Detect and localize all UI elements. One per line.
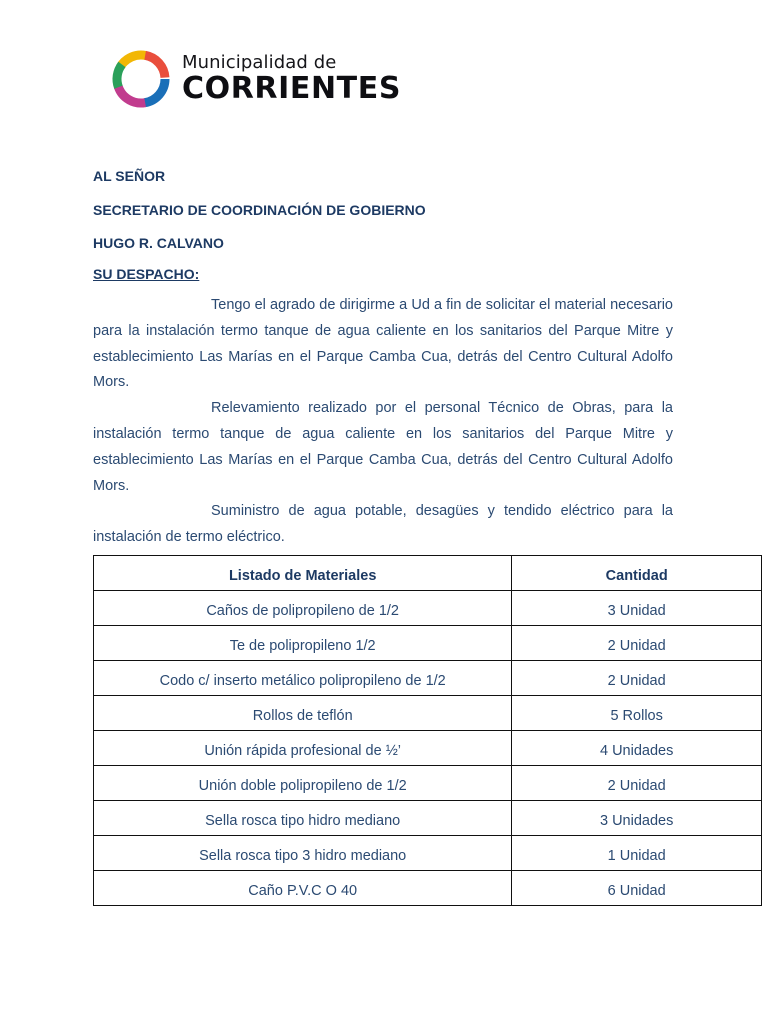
table-header-row [94,556,762,591]
salutation: AL SEÑOR [93,168,166,184]
logo-line-2: CORRIENTES [182,71,402,106]
quantity-cell: 3 Unidades [512,801,762,836]
quantity-cell: 1 Unidad [512,836,762,871]
table-row [94,696,762,731]
material-cell: Unión doble polipropileno de 1/2 [94,766,512,801]
recipient-title: SECRETARIO DE COORDINACIÓN DE GOBIERNO [93,202,426,218]
material-cell: Te de polipropileno 1/2 [94,626,512,661]
materials-table [93,555,762,906]
table-row [94,626,762,661]
recipient-name: HUGO R. CALVANO [93,235,224,251]
logo-line-1: Municipalidad de [182,52,337,73]
logo-wordmark [182,54,401,104]
material-cell: Unión rápida profesional de ½’ [94,731,512,766]
paragraph-supply: Suministro de agua potable, desagües y tendido eléctrico para la instalación de termo eléctrico. [93,503,673,546]
header-quantity: Cantidad [512,556,762,591]
quantity-cell: 6 Unidad [512,871,762,906]
paragraph-survey: Relevamiento realizado por el personal Técnico de Obras, para la instalación termo tanque de agua caliente en los sanitarios del Parque Mitre y establecimiento Las Marías en el Parque Camba Cua, detrás del Centro Cultural Adolfo Mors. [93,400,673,494]
quantity-cell: 2 Unidad [512,626,762,661]
material-cell: Caño P.V.C O 40 [94,871,512,906]
material-cell: Caños de polipropileno de 1/2 [94,591,512,626]
quantity-cell: 3 Unidad [512,591,762,626]
letter-body [93,293,673,551]
table-row [94,836,762,871]
paragraph-request: Tengo el agrado de dirigirme a Ud a fin de solicitar el material necesario para la instalación termo tanque de agua caliente en los sanitarios del Parque Mitre y establecimiento Las Marías en el Parque Camba Cua, detrás del Centro Cultural Adolfo Mors. [93,297,673,391]
municipality-logo [108,46,401,112]
ring-logo-icon [108,46,174,112]
material-cell: Codo c/ inserto metálico polipropileno de 1/2 [94,661,512,696]
table-row [94,731,762,766]
material-cell: Sella rosca tipo hidro mediano [94,801,512,836]
table-row [94,591,762,626]
table-row [94,766,762,801]
table-row [94,661,762,696]
office-line: SU DESPACHO: [93,266,200,282]
quantity-cell: 5 Rollos [512,696,762,731]
material-cell: Rollos de teflón [94,696,512,731]
quantity-cell: 2 Unidad [512,766,762,801]
table-row [94,801,762,836]
quantity-cell: 4 Unidades [512,731,762,766]
quantity-cell: 2 Unidad [512,661,762,696]
table-row [94,871,762,906]
header-materials: Listado de Materiales [94,556,512,591]
material-cell: Sella rosca tipo 3 hidro mediano [94,836,512,871]
